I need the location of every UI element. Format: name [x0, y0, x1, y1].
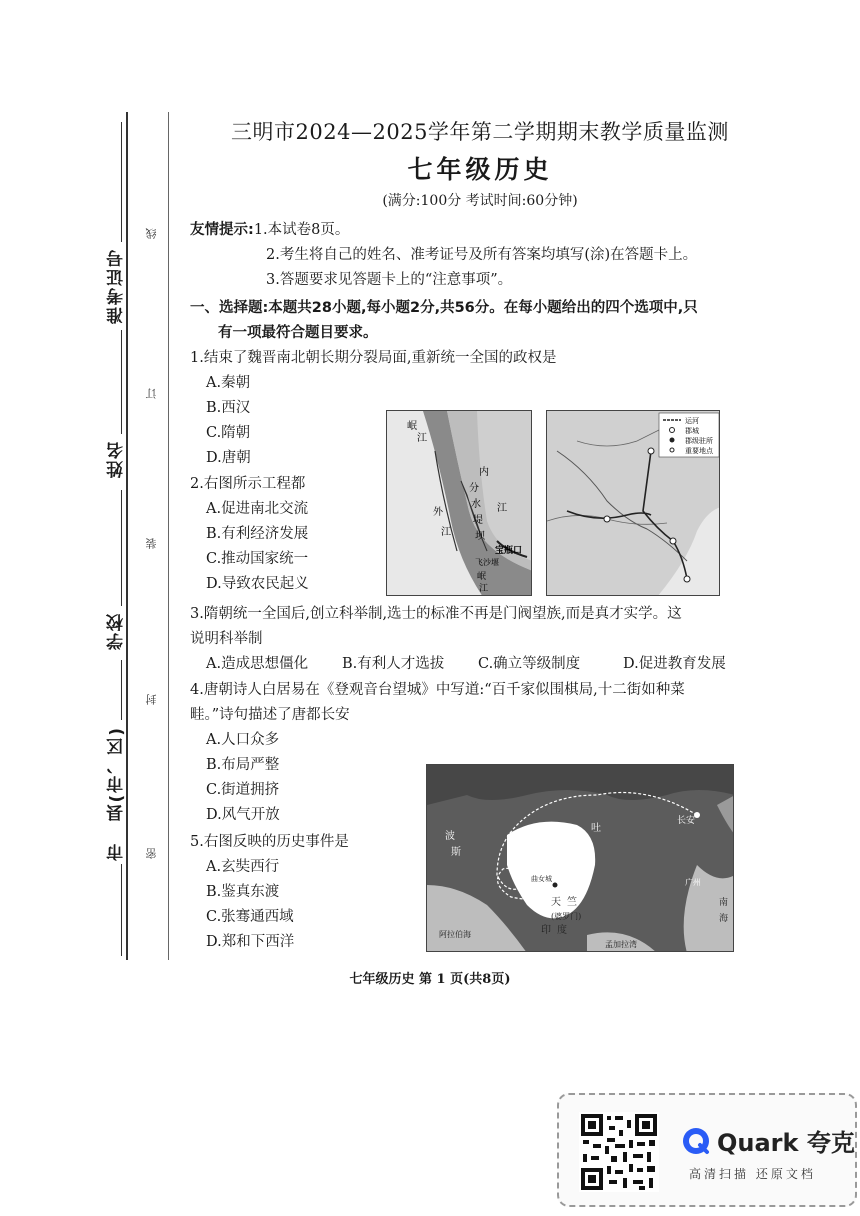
- sui-canal-map-svg: [547, 411, 720, 596]
- question-stem: 2.右图所示工程都: [190, 476, 306, 492]
- map-legend-item: 运河: [685, 417, 699, 425]
- map-label: 广州: [685, 878, 701, 887]
- question-3: [190, 602, 755, 677]
- exam-header: [190, 116, 770, 210]
- xuanzang-route-map-svg: [427, 765, 734, 952]
- map-label: 分: [469, 483, 479, 494]
- xuanzang-route-map: [426, 764, 734, 952]
- option-d[interactable]: D.郑和下西洋: [206, 934, 295, 950]
- map-label: 飞沙堰: [475, 558, 499, 567]
- qr-code-icon: [579, 1112, 659, 1192]
- map-label: 岷: [407, 421, 417, 432]
- cut-mark-ding: 订: [145, 388, 158, 399]
- exam-meta: (满分:100分 考试时间:60分钟): [382, 193, 578, 209]
- quark-watermark: [557, 1093, 857, 1207]
- option-c[interactable]: C.推动国家统一: [206, 551, 309, 567]
- map-label: 外: [433, 507, 443, 518]
- option-c[interactable]: C.确立等级制度: [478, 656, 581, 672]
- question-stem: 4.唐朝诗人白居易在《登观音台望城》中写道:“百千家似围棋局,十二街如种菜: [190, 682, 685, 698]
- quark-logo-icon: [681, 1126, 711, 1156]
- name-line: [121, 330, 122, 434]
- city-label: 市: [107, 842, 127, 861]
- map-legend-item: 重要地点: [685, 447, 713, 455]
- map-label: 水: [471, 499, 481, 510]
- option-d[interactable]: D.导致农民起义: [206, 576, 309, 592]
- map-label: 斯: [451, 847, 461, 858]
- map-label: 江: [479, 584, 489, 594]
- quark-logo: [681, 1123, 855, 1158]
- question-stem-cont: 说明科举制: [190, 631, 263, 647]
- map-label: 阿拉伯海: [439, 930, 471, 939]
- map-label: 曲女城: [531, 875, 552, 883]
- option-a[interactable]: A.造成思想僵化: [206, 656, 309, 672]
- question-stem-cont: 畦。”诗句描述了唐都长安: [190, 707, 350, 723]
- map-label: 印: [541, 925, 551, 936]
- option-c[interactable]: C.街道拥挤: [206, 782, 280, 798]
- school-label: 学校: [107, 612, 127, 650]
- tips-block: [190, 218, 697, 293]
- option-a[interactable]: A.玄奘西行: [206, 859, 280, 875]
- map-label: 波: [445, 831, 455, 842]
- section-heading: [190, 296, 755, 346]
- map-label: 坝: [475, 531, 485, 542]
- options-row: [190, 652, 755, 677]
- map-legend-item: 郡城: [685, 427, 699, 435]
- question-stem: 5.右图反映的历史事件是: [190, 834, 349, 850]
- option-a[interactable]: A.人口众多: [206, 732, 280, 748]
- map-label: 岷: [477, 572, 487, 582]
- map-label: 江: [417, 433, 427, 444]
- quark-brand: Quark 夸克: [717, 1129, 855, 1157]
- option-b[interactable]: B.西汉: [206, 400, 251, 416]
- exam-number-label: 准考证号: [107, 248, 127, 324]
- binding-margin: [0, 0, 175, 980]
- map-label: 内: [479, 467, 489, 478]
- map-label: 海: [719, 914, 729, 924]
- question-stem: 3.隋朝统一全国后,创立科举制,选士的标准不再是门阀望族,而是真才实学。这: [190, 606, 682, 622]
- map-label: 长安: [677, 816, 696, 826]
- cut-mark-feng: 封: [145, 694, 158, 705]
- section-line: 有一项最符合题目要求。: [218, 325, 378, 341]
- section-line: 一、选择题:本题共28小题,每小题2分,共56分。在每小题给出的四个选项中,只: [190, 300, 698, 316]
- school-line: [121, 490, 122, 606]
- county-label: 县(市、区): [107, 726, 127, 822]
- question-stem: 1.结束了魏晋南北朝长期分裂局面,重新统一全国的政权是: [190, 350, 557, 366]
- map-label: 南: [719, 898, 729, 908]
- option-b[interactable]: B.布局严整: [206, 757, 280, 773]
- option-b[interactable]: B.有利经济发展: [206, 526, 309, 542]
- sui-canal-map: [546, 410, 720, 596]
- option-d[interactable]: D.促进教育发展: [623, 656, 726, 672]
- option-c[interactable]: C.张骞通西域: [206, 909, 294, 925]
- quark-tagline: 高清扫描 还原文档: [689, 1167, 816, 1181]
- binding-rule: [126, 112, 128, 960]
- cut-mark-line: 线: [145, 228, 158, 239]
- city-line: [121, 864, 122, 956]
- name-label: 姓名: [107, 440, 127, 478]
- cut-mark-zhuang: 装: [145, 538, 158, 549]
- option-b[interactable]: B.有利人才选拔: [342, 656, 445, 672]
- tip-item: 2.考生将自己的姓名、准考证号及所有答案均填写(涂)在答题卡上。: [266, 247, 698, 263]
- option-a[interactable]: A.秦朝: [206, 375, 251, 391]
- subject-title: 七年级历史: [407, 155, 553, 184]
- cut-mark-mi: 密: [145, 848, 158, 859]
- exam-number-line: [121, 122, 122, 242]
- map-label: 宝瓶口: [495, 546, 523, 556]
- map-label: 江: [441, 527, 451, 538]
- option-b[interactable]: B.鉴真东渡: [206, 884, 280, 900]
- tip-item: 1.本试卷8页。: [253, 222, 350, 238]
- map-label: 江: [497, 503, 507, 514]
- map-label: 天: [551, 897, 561, 908]
- option-a[interactable]: A.促进南北交流: [206, 501, 309, 517]
- page-footer: 七年级历史 第 1 页(共8页): [349, 972, 511, 987]
- map-label: 度: [557, 925, 567, 936]
- map-legend-item: 郡级驻所: [685, 437, 713, 445]
- option-c[interactable]: C.隋朝: [206, 425, 251, 441]
- map-label: 吐: [591, 823, 601, 834]
- map-label: (婆罗门): [551, 912, 582, 921]
- map-label: 竺: [567, 897, 577, 908]
- dujiangyan-map-svg: [387, 411, 532, 596]
- binding-rule-inner: [168, 112, 169, 960]
- map-label: 堤: [473, 515, 483, 526]
- question-5: [190, 830, 410, 955]
- question-2: [190, 472, 390, 597]
- county-line: [121, 660, 122, 720]
- tips-label: 友情提示:: [190, 222, 254, 238]
- map-label: 孟加拉湾: [605, 940, 637, 949]
- option-d[interactable]: D.风气开放: [206, 807, 280, 823]
- tip-item: 3.答题要求见答题卡上的“注意事项”。: [266, 272, 513, 288]
- option-d[interactable]: D.唐朝: [206, 450, 251, 466]
- exam-title: 三明市2024—2025学年第二学期期末教学质量监测: [231, 120, 729, 144]
- dujiangyan-map: [386, 410, 532, 596]
